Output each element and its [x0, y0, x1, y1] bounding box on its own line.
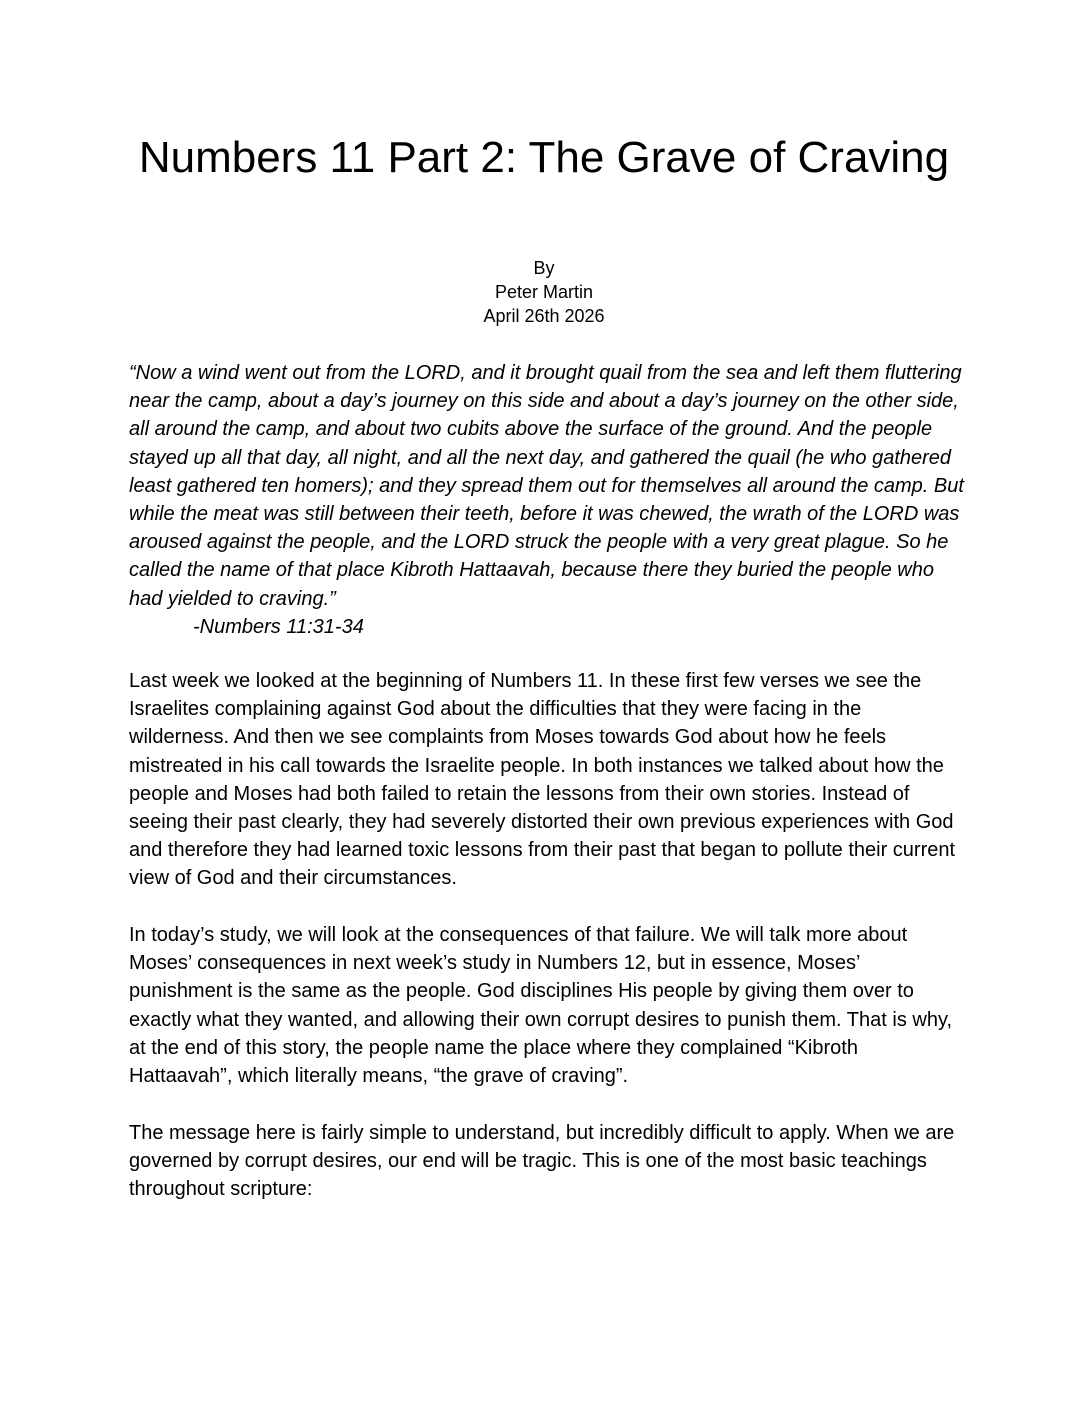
byline — [129, 256, 959, 328]
body-paragraph: The message here is fairly simple to understand, but incredibly difficult to apply. When we are governed by corrupt desires, our end will be tragic. This is one of the most basic teachings throughout scripture: — [129, 1122, 955, 1201]
body-paragraph: In today’s study, we will look at the consequences of that failure. We will talk more about Moses’ consequences in next week’s study in Numbers 12, but in essence, Moses’ punishment is the same as the people. God disciplines His people by giving them over to exactly what they wanted, and allowing their own corrupt desires to punish them. That is why, at the end of this story, the people name the place where they complained “Kibroth Hattaavah”, which literally means, “the grave of craving”. — [129, 924, 953, 1088]
byline-author: Peter Martin — [494, 282, 594, 302]
byline-by: By — [533, 258, 555, 278]
byline-date: April 26th 2026 — [483, 306, 605, 326]
epigraph-quote: “Now a wind went out from the LORD, and it brought quail from the sea and left them fluttering near the camp, about a day’s journey on this side and about a day’s journey on the other side, all around the camp, and about two cubits above the surface of the ground. And the people stayed up all that day, all night, and all the next day, and gathered the quail (he who gathered least gathered ten homers); and they spread them out for themselves all around the camp. But while the meat was still between their teeth, before it was chewed, the wrath of the LORD was aroused against the people, and the LORD struck the people with a very great plague. So he called the name of that place Kibroth Hattaavah, because there they buried the people who had yielded to craving.” — [129, 362, 964, 610]
document-title: Numbers 11 Part 2: The Grave of Craving — [138, 133, 950, 182]
epigraph-citation: -Numbers 11:31-34 — [193, 616, 364, 638]
body-paragraph: Last week we looked at the beginning of Numbers 11. In these first few verses we see the Israelites complaining against God about the difficulties that they were facing in the wilderness. And then we see complaints from Moses towards God about how he feels mistreated in his call towards the Israelite people. In both instances we talked about how the people and Moses had both failed to retain the lessons from their own stories. Instead of seeing their past clearly, they had severely distorted their own previous experiences with God and therefore they had learned toxic lessons from their past that began to pollute their current view of God and their circumstances. — [129, 670, 956, 890]
